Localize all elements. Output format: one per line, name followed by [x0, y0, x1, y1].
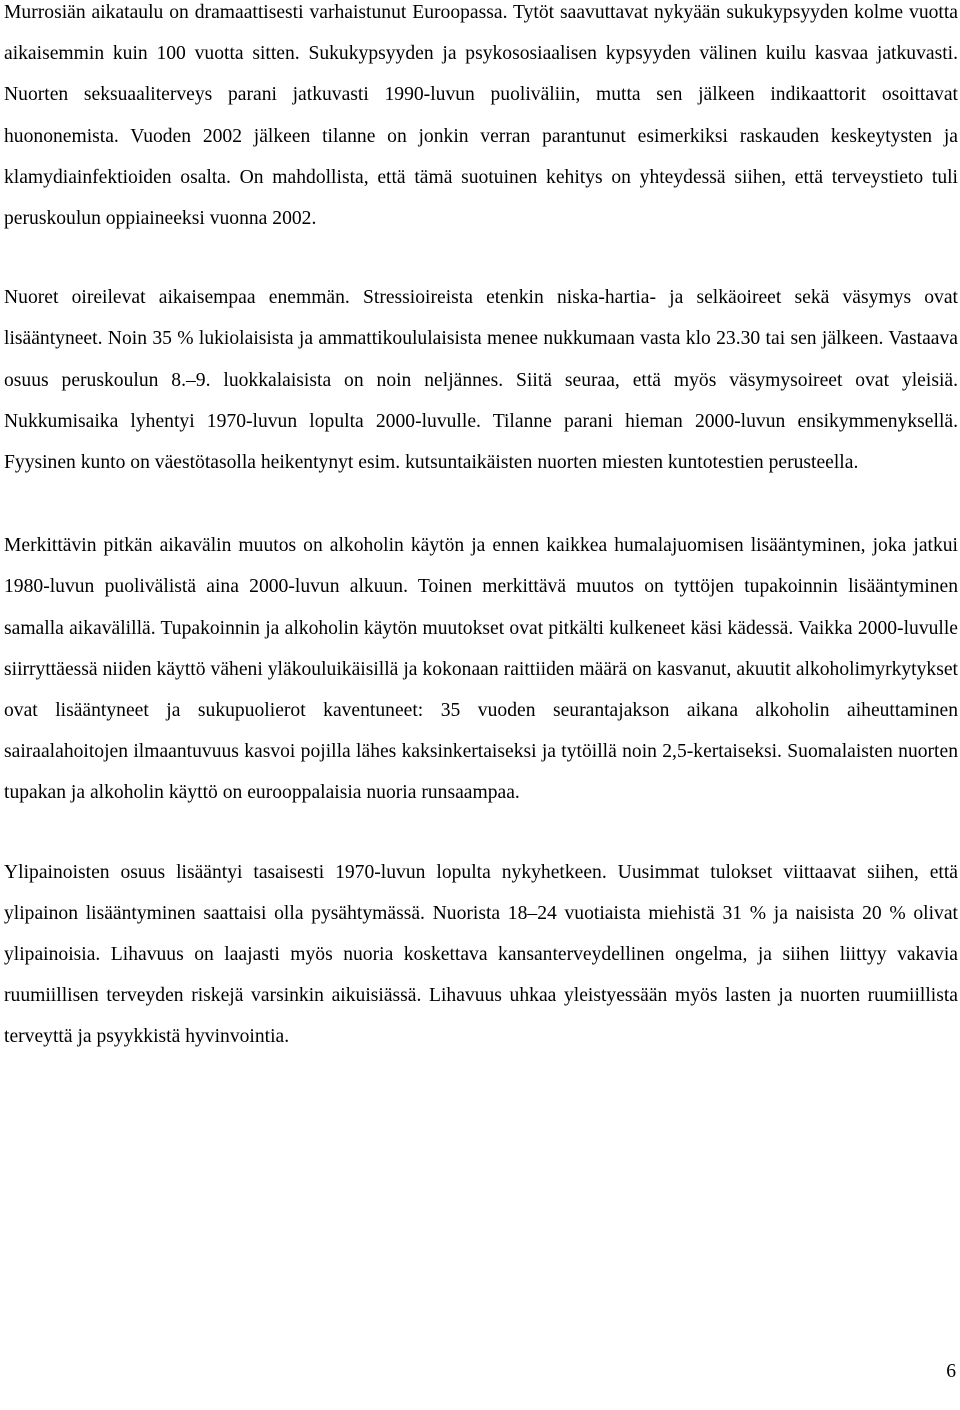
- paragraph-symptoms: Nuoret oireilevat aikaisempaa enemmän. Stressioireista etenkin niska-hartia- ja selkäoireet sekä väsymys ovat lisääntyneet. Noin 35 % lukiolaisista ja ammattikoululaisista menee nukkumaan vasta klo 23.30 tai sen jälkeen. Vastaava osuus peruskoulun 8.–9. luokkalaisista on noin neljännes. Siitä seuraa, että myös väsymysoireet ovat yleisiä. Nukkumisaika lyhentyi 1970-luvun lopulta 2000-luvulle. Tilanne parani hieman 2000-luvun ensikymmenyksellä. Fyysinen kunto on väestötasolla heikentynyt esim. kutsuntaikäisten nuorten miesten kuntotestien perusteella.: [4, 287, 958, 474]
- document-page: [4, 0, 958, 1058]
- paragraph-puberty: Murrosiän aikataulu on dramaattisesti varhaistunut Euroopassa. Tytöt saavuttavat nykyään sukukypsyyden kolme vuotta aikaisemmin kuin 100 vuotta sitten. Sukukypsyyden ja psykososiaalisen kypsyyden välinen kuilu kasvaa jatkuvasti. Nuorten seksuaaliterveys parani jatkuvasti 1990-luvun puoliväliin, mutta sen jälkeen indikaattorit osoittavat huononemista. Vuoden 2002 jälkeen tilanne on jonkin verran parantunut esimerkiksi raskauden keskeytysten ja klamydiainfektioiden osalta. On mahdollista, että tämä suotuinen kehitys on yhteydessä siihen, että terveystieto tuli peruskoulun oppiaineeksi vuonna 2002.: [4, 2, 958, 230]
- paragraph-alcohol-tobacco: Merkittävin pitkän aikavälin muutos on alkoholin käytön ja ennen kaikkea humalajuomisen lisääntyminen, joka jatkui 1980-luvun puolivälistä aina 2000-luvun alkuun. Toinen merkittävä muutos on tyttöjen tupakoinnin lisääntyminen samalla aikavälillä. Tupakoinnin ja alkoholin käytön muutokset ovat pitkälti kulkeneet käsi kädessä. Vaikka 2000-luvulle siirryttäessä niiden käyttö väheni yläkouluikäisillä ja kokonaan raittiiden määrä on kasvanut, akuutit alkoholimyrkytykset ovat lisääntyneet ja sukupuolierot kaventuneet: 35 vuoden seurantajakson aikana alkoholin aiheuttaminen sairaalahoitojen ilmaantuvuus kasvoi pojilla lähes kaksinkertaiseksi ja tytöillä noin 2,5-kertaiseksi. Suomalaisten nuorten tupakan ja alkoholin käyttö on eurooppalaisia nuoria runsaampaa.: [4, 535, 958, 804]
- paragraph-overweight: Ylipainoisten osuus lisääntyi tasaisesti 1970-luvun lopulta nykyhetkeen. Uusimmat tulokset viittaavat siihen, että ylipainon lisääntyminen saattaisi olla pysähtymässä. Nuorista 18–24 vuotiaista miehistä 31 % ja naisista 20 % olivat ylipainoisia. Lihavuus on laajasti myös nuoria koskettava kansanterveydellinen ongelma, ja siihen liittyy vakavia ruumiillisen terveyden riskejä varsinkin aikuisiässä. Lihavuus uhkaa yleistyessään myös lasten ja nuorten ruumiillista terveyttä ja psyykkistä hyvinvointia.: [4, 861, 958, 1048]
- page-number: 6: [946, 1361, 956, 1382]
